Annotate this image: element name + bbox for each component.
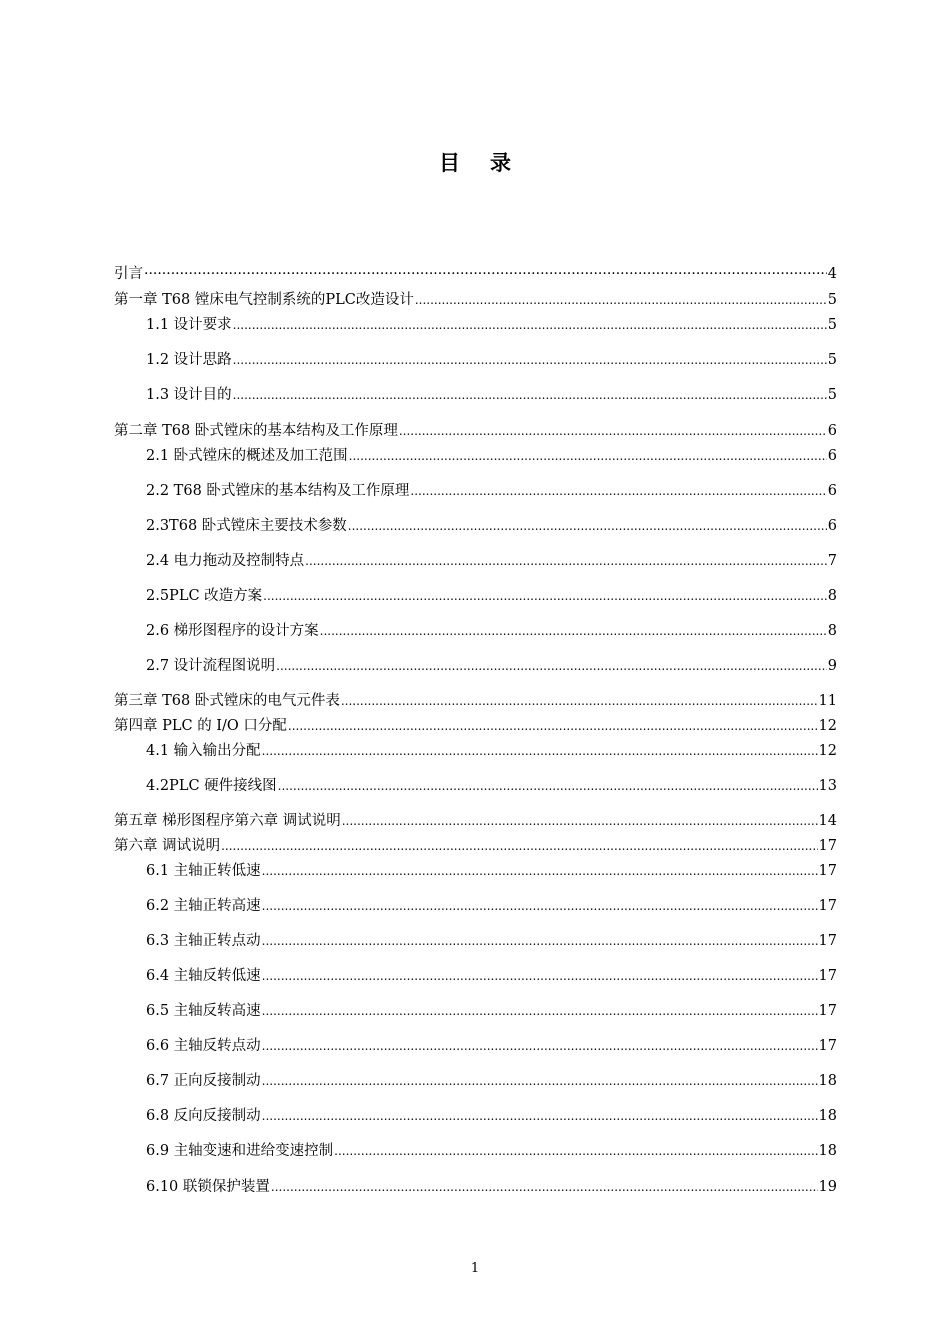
toc-entry-label: 第一章 T68 镗床电气控制系统的PLC改造设计: [114, 292, 414, 308]
toc-entry: [146, 1176, 837, 1198]
toc-entry: [146, 1070, 837, 1092]
toc-dot-leader: [349, 445, 827, 467]
toc-entry-page: 12: [818, 743, 837, 759]
toc-entry-label: 第二章 T68 卧式镗床的基本结构及工作原理: [114, 423, 398, 439]
toc-entry-page: 19: [818, 1179, 837, 1195]
toc-entry-page: 18: [818, 1073, 837, 1089]
toc-entry-label: 2.6 梯形图程序的设计方案: [146, 623, 319, 639]
page-number: 1: [470, 1261, 480, 1276]
toc-entry: [146, 775, 837, 797]
toc-entry-page: 6: [827, 448, 837, 464]
toc-entry-label: 第四章 PLC 的 I/O 口分配: [114, 718, 287, 734]
toc-dot-leader: [399, 420, 827, 442]
toc-entry-page: 5: [827, 387, 837, 403]
toc-entry-label: 第五章 梯形图程序第六章 调试说明: [114, 813, 341, 829]
toc-entry-label: 6.1 主轴正转低速: [146, 863, 261, 879]
toc-entry: [146, 480, 837, 502]
toc-entry-label: 6.6 主轴反转点动: [146, 1038, 261, 1054]
toc-dot-leader: [271, 1176, 818, 1198]
toc-entry-page: 18: [818, 1108, 837, 1124]
toc-dot-leader: [334, 1140, 817, 1162]
toc-entry-page: 17: [818, 898, 837, 914]
toc-entry-label: 6.9 主轴变速和进给变速控制: [146, 1143, 334, 1159]
toc-entry-page: 4: [827, 266, 837, 282]
toc-dot-leader: [262, 1105, 818, 1127]
toc-entry-label: 2.2 T68 卧式镗床的基本结构及工作原理: [146, 483, 410, 499]
toc-entry-page: 6: [827, 423, 837, 439]
toc-dot-leader: [233, 349, 827, 371]
toc-entry: [146, 1000, 837, 1022]
toc-entry: [146, 585, 837, 607]
toc-entry-label: 2.1 卧式镗床的概述及加工范围: [146, 448, 348, 464]
toc-entry-page: 11: [818, 693, 837, 709]
toc-entry-page: 6: [827, 483, 837, 499]
toc-dot-leader: [262, 1070, 818, 1092]
toc-dot-leader: [262, 860, 818, 882]
toc-dot-leader: [262, 930, 818, 952]
toc-entry-page: 7: [827, 553, 837, 569]
toc-entry-page: 5: [827, 317, 837, 333]
toc-dot-leader: [221, 835, 817, 857]
toc-entry-label: 6.7 正向反接制动: [146, 1073, 261, 1089]
toc-dot-leader: [262, 740, 818, 762]
toc-entry-page: 17: [818, 838, 837, 854]
toc-entry-page: 17: [818, 1003, 837, 1019]
toc-entry-label: 2.3T68 卧式镗床主要技术参数: [146, 518, 347, 534]
toc-entry: [146, 515, 837, 537]
toc-entry-page: 17: [818, 968, 837, 984]
toc-dot-leader: [348, 515, 827, 537]
toc-entry: [114, 690, 837, 712]
toc-entry-label: 2.7 设计流程图说明: [146, 658, 276, 674]
toc-entry-label: 第三章 T68 卧式镗床的电气元件表: [114, 693, 340, 709]
toc-entry: [146, 965, 837, 987]
toc-entry-label: 6.2 主轴正转高速: [146, 898, 261, 914]
toc-entry-page: 9: [827, 658, 837, 674]
toc-entry-label: 6.5 主轴反转高速: [146, 1003, 261, 1019]
toc-entry-page: 17: [818, 1038, 837, 1054]
toc-dot-leader: [233, 314, 827, 336]
toc-dot-leader: [415, 289, 827, 311]
toc-entry-label: 2.4 电力拖动及控制特点: [146, 553, 305, 569]
toc-entry-label: 6.4 主轴反转低速: [146, 968, 261, 984]
toc-entry: [146, 930, 837, 952]
toc-dot-leader: [276, 655, 827, 677]
toc-entry-label: 第六章 调试说明: [114, 838, 221, 854]
toc-entry: [146, 1105, 837, 1127]
toc-dot-leader: [263, 585, 827, 607]
toc-entry-label: 4.2PLC 硬件接线图: [146, 778, 277, 794]
toc-dot-leader: [320, 620, 827, 642]
toc-entry-label: 4.1 输入输出分配: [146, 743, 261, 759]
toc-entry-page: 8: [827, 588, 837, 604]
toc-dot-leader: [262, 965, 818, 987]
toc-entry: [114, 715, 837, 737]
toc-entry: [114, 263, 837, 285]
toc-entry: [146, 655, 837, 677]
toc-entry: [146, 550, 837, 572]
toc-entry: [114, 810, 837, 832]
toc-entry: [146, 1140, 837, 1162]
toc-entry: [146, 740, 837, 762]
toc-entry-page: 5: [827, 352, 837, 368]
toc-dot-leader: [410, 480, 826, 502]
toc-dot-leader: [278, 775, 818, 797]
toc-dot-leader: [144, 263, 827, 285]
toc-entry: [146, 620, 837, 642]
toc-dot-leader: [262, 1035, 818, 1057]
toc-entry-label: 2.5PLC 改造方案: [146, 588, 263, 604]
toc-dot-leader: [262, 1000, 818, 1022]
toc-entry-page: 14: [818, 813, 837, 829]
toc-title-char-1: 目: [439, 151, 460, 175]
toc-entry-label: 1.3 设计目的: [146, 387, 232, 403]
toc-entry: [146, 314, 837, 336]
toc-entry: [146, 895, 837, 917]
toc-entry-page: 18: [818, 1143, 837, 1159]
toc-entry: [146, 384, 837, 406]
toc-entry: [114, 835, 837, 857]
toc-entry: [146, 1035, 837, 1057]
toc-dot-leader: [305, 550, 827, 572]
toc-entry-label: 6.10 联锁保护装置: [146, 1179, 270, 1195]
toc-dot-leader: [342, 810, 818, 832]
toc-dot-leader: [288, 715, 818, 737]
toc-dot-leader: [233, 384, 827, 406]
toc-dot-leader: [341, 690, 818, 712]
toc-entry-page: 12: [818, 718, 837, 734]
toc-entry-label: 6.8 反向反接制动: [146, 1108, 261, 1124]
toc-entry-label: 1.2 设计思路: [146, 352, 232, 368]
toc-entry-label: 1.1 设计要求: [146, 317, 232, 333]
toc-entry: [146, 349, 837, 371]
toc-entry-page: 17: [818, 933, 837, 949]
toc-entry-page: 17: [818, 863, 837, 879]
toc-entry-page: 6: [827, 518, 837, 534]
toc-entry-label: 6.3 主轴正转点动: [146, 933, 261, 949]
toc-entry: [146, 860, 837, 882]
toc-entry-page: 5: [827, 292, 837, 308]
toc-entry: [114, 289, 837, 311]
toc-entry: [114, 420, 837, 442]
toc-entry-label: 引言: [114, 266, 143, 282]
toc-entry: [146, 445, 837, 467]
toc-dot-leader: [262, 895, 818, 917]
toc-entry-page: 8: [827, 623, 837, 639]
toc-entry-page: 13: [818, 778, 837, 794]
toc-title-char-2: 录: [490, 151, 511, 175]
